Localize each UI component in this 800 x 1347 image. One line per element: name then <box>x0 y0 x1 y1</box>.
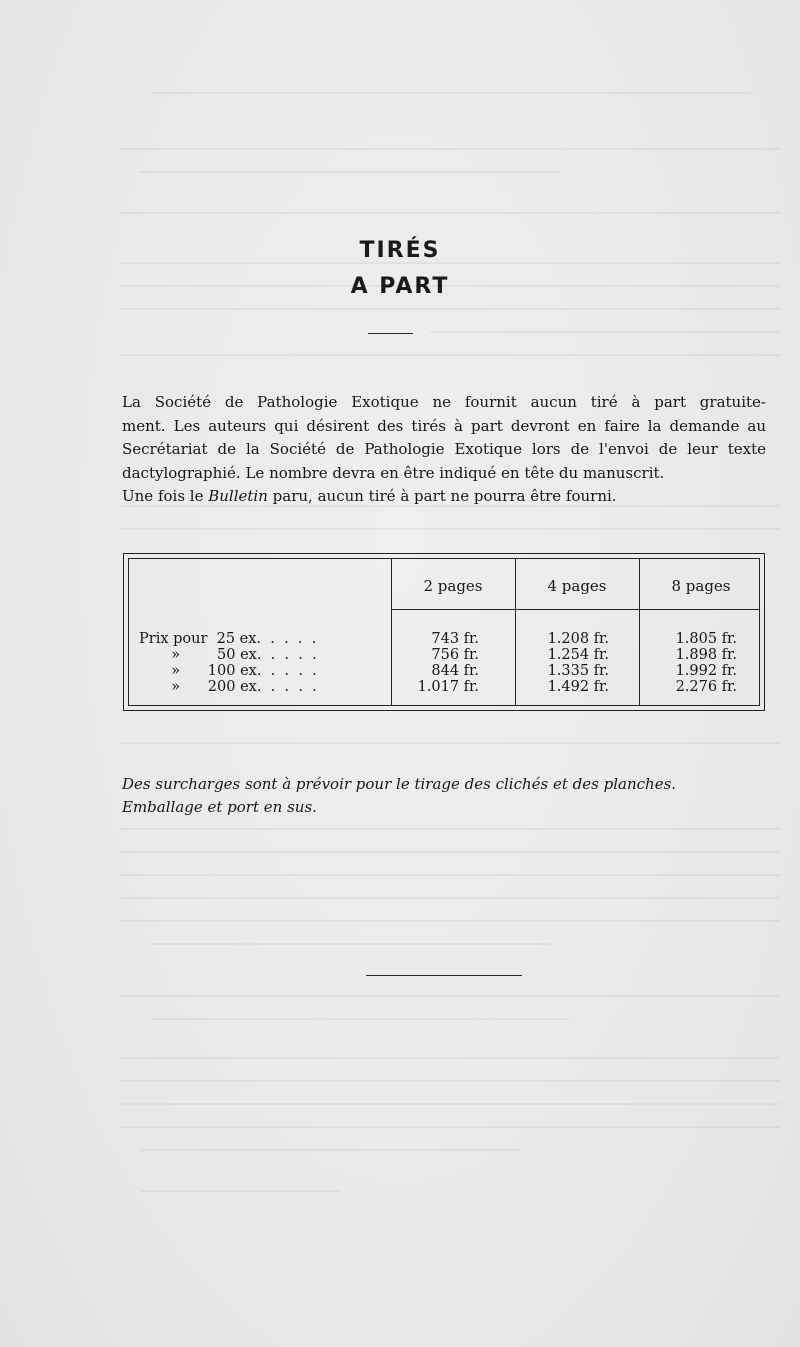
intro-paragraph <box>122 391 766 509</box>
price-cell: 756 fr. <box>431 647 479 663</box>
price-cell: 844 fr. <box>431 663 479 679</box>
row-label-200-ex: » 200 ex. . . . . <box>139 679 317 695</box>
bulletin-sentence <box>122 485 766 509</box>
column-header-4-pages: 4 pages <box>547 577 607 595</box>
bleed-through-line <box>140 1149 520 1151</box>
note-packaging: Emballage et port en sus. <box>122 798 317 816</box>
page-title-line-2: A PART <box>350 274 450 299</box>
price-cell: 1.335 fr. <box>547 663 609 679</box>
price-cell: 1.805 fr. <box>675 631 737 647</box>
section-divider <box>366 975 522 976</box>
price-cell: 1.208 fr. <box>547 631 609 647</box>
note-surcharges: Des surcharges sont à prévoir pour le tirage des clichés et des planches. <box>122 775 677 793</box>
header-divider <box>391 609 759 610</box>
title-divider <box>368 333 413 334</box>
bleed-through-line <box>120 920 780 922</box>
bleed-through-line <box>140 1190 340 1192</box>
bleed-through-line <box>120 742 780 744</box>
bleed-through-line <box>120 354 780 356</box>
bulletin-prefix: Une fois le <box>122 487 209 505</box>
price-cell: 1.492 fr. <box>547 679 609 695</box>
column-header-2-pages: 2 pages <box>423 577 483 595</box>
bleed-through-line <box>140 171 560 173</box>
price-cell: 2.276 fr. <box>675 679 737 695</box>
bleed-through-line <box>120 212 780 214</box>
price-table <box>123 553 765 711</box>
price-cell: 743 fr. <box>431 631 479 647</box>
bleed-through-line <box>120 851 780 853</box>
price-table-inner-frame <box>128 558 760 706</box>
bleed-through-line <box>120 874 780 876</box>
bleed-through-line <box>120 528 780 530</box>
row-label-25-ex: Prix pour 25 ex. . . . . <box>139 631 317 647</box>
bleed-through-line <box>150 1018 570 1020</box>
intro-line: Secrétariat de la Société de Pathologie Exotique lors de l'envoi de leur texte <box>122 440 766 458</box>
bleed-through-line <box>120 1080 780 1082</box>
bleed-through-line <box>120 1126 780 1128</box>
price-cell: 1.898 fr. <box>675 647 737 663</box>
bleed-through-line <box>120 308 780 310</box>
price-cell: 1.254 fr. <box>547 647 609 663</box>
bleed-through-line <box>120 1103 780 1105</box>
price-cell: 1.017 fr. <box>417 679 479 695</box>
row-label-100-ex: » 100 ex. . . . . <box>139 663 317 679</box>
bleed-through-line <box>150 92 750 94</box>
bulletin-suffix: paru, aucun tiré à part ne pourra être fourni. <box>267 487 617 505</box>
bleed-through-line <box>120 828 780 830</box>
bleed-through-line <box>120 1057 780 1059</box>
bleed-through-line <box>120 995 780 997</box>
row-label-50-ex: » 50 ex. . . . . <box>139 647 317 663</box>
bulletin-title: Bulletin <box>208 487 268 505</box>
intro-line: ment. Les auteurs qui désirent des tirés à part devront en faire la demande au <box>122 416 766 435</box>
bleed-through-line <box>150 943 550 945</box>
price-cell: 1.992 fr. <box>675 663 737 679</box>
page-title-line-1: TIRÉS <box>359 238 441 263</box>
bleed-through-line <box>120 148 780 150</box>
bleed-through-line <box>120 897 780 899</box>
intro-line: dactylographié. Le nombre devra en être indiqué en tête du manuscrit. <box>122 463 665 482</box>
bleed-through-line <box>430 331 780 333</box>
intro-line: La Société de Pathologie Exotique ne fournit aucun tiré à part gratuite- <box>122 393 766 411</box>
surcharge-notes <box>122 773 766 819</box>
column-header-8-pages: 8 pages <box>671 577 731 595</box>
